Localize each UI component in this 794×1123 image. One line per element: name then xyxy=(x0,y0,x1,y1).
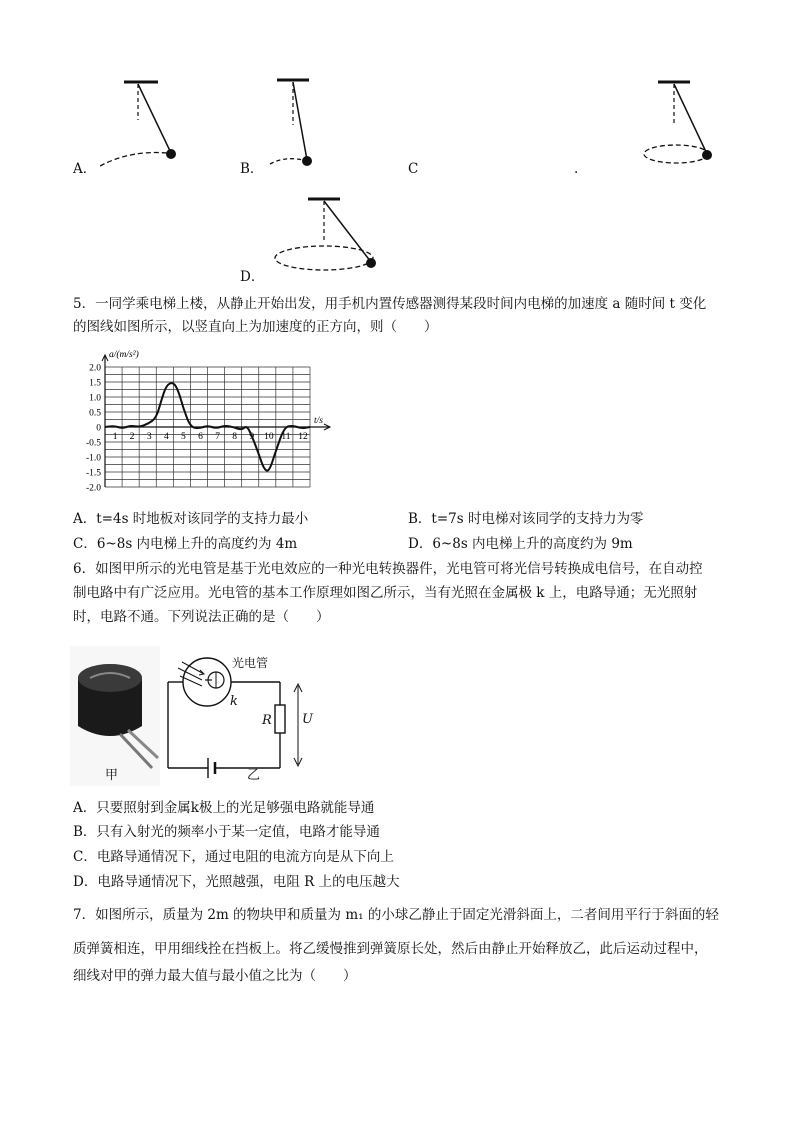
q5-stem-line2: 的图线如图所示，以竖直向上为加速度的正方向，则（ ） xyxy=(73,319,438,335)
y-tick-label: 1.5 xyxy=(89,378,101,389)
q6-stem-line1: 6．如图甲所示的光电管是基于光电效应的一种光电转换器件，光电管可将光信号转换成电信号，在自动控 xyxy=(73,561,703,577)
q6-stem-line3: 时，电路不通。下列说法正确的是（ ） xyxy=(73,609,330,625)
q6-stem-line2: 制电路中有广泛应用。光电管的基本工作原理如图乙所示，当有光照在金属极 k 上，电路导通；无光照射 xyxy=(73,585,698,601)
y-tick-label: 2.0 xyxy=(89,363,101,374)
x-tick-label: 5 xyxy=(181,432,186,442)
x-tick-label: 9 xyxy=(249,432,255,442)
x-tick-label: 3 xyxy=(146,432,152,442)
figure-jia-label: 甲 xyxy=(105,768,119,783)
q5-option-d[interactable]: D．6~8s 内电梯上升的高度约为 9m xyxy=(408,536,633,552)
voltage-u-label: U xyxy=(302,712,313,727)
x-tick-label: 1 xyxy=(112,432,118,442)
x-tick-label: 7 xyxy=(215,432,220,442)
option-b-label: B． xyxy=(240,161,264,177)
q6-option-b[interactable]: B．只有入射光的频率小于某一定值，电路才能导通 xyxy=(73,824,380,840)
option-c-label: C xyxy=(408,161,419,177)
option-c-dot: . xyxy=(574,161,579,177)
pendulum-figure-a xyxy=(100,70,200,180)
q7-stem-line2: 质弹簧相连，甲用细线拴在挡板上。将乙缓慢推到弹簧原长处，然后由静止开始释放乙，此后运动过程中， xyxy=(73,941,708,957)
figure-yi-label: 乙 xyxy=(247,768,261,783)
y-tick-label: -1.5 xyxy=(85,468,101,479)
q5-option-b[interactable]: B．t=7s 时电梯对该同学的支持力为零 xyxy=(408,511,644,527)
option-a-label: A． xyxy=(73,161,97,177)
q6-option-c[interactable]: C．电路导通情况下，通过电阻的电流方向是从下向上 xyxy=(73,849,394,865)
y-tick-label: 0.5 xyxy=(89,408,101,419)
q6-option-a[interactable]: A．只要照射到金属k极上的光足够强电路就能导通 xyxy=(73,800,375,816)
pendulum-figure-b xyxy=(265,70,325,180)
x-tick-label: 12 xyxy=(298,432,308,442)
x-tick-label: 8 xyxy=(232,432,238,442)
y-tick-label: -0.5 xyxy=(85,438,101,449)
y-tick-label: 1.0 xyxy=(89,393,101,404)
y-tick-label: 0 xyxy=(96,423,101,434)
resistor-r-label: R xyxy=(262,713,272,728)
phototube-label: 光电管 xyxy=(232,656,269,670)
q7-stem-line3: 细线对甲的弹力最大值与最小值之比为（ ） xyxy=(73,968,357,984)
cathode-k-label: k xyxy=(230,694,238,709)
x-tick-label: 6 xyxy=(198,432,203,442)
q5-option-c[interactable]: C．6~8s 内电梯上升的高度约为 4m xyxy=(73,536,298,552)
x-tick-label: 4 xyxy=(163,432,169,442)
q5-option-a[interactable]: A．t=4s 时地板对该同学的支持力最小 xyxy=(73,511,309,527)
y-tick-label: -1.0 xyxy=(85,453,101,464)
q7-stem-line1: 7．如图所示，质量为 2m 的物块甲和质量为 m₁ 的小球乙静止于固定光滑斜面上，二者间用平行于斜面的轻 xyxy=(73,907,719,923)
pendulum-figure-d xyxy=(270,190,390,275)
y-axis-label: a/(m/s²) xyxy=(109,350,139,360)
q5-stem-line1: 5．一同学乘电梯上楼，从静止开始出发，用手机内置传感器测得某段时间内电梯的加速度 a 随时间 t 变化 xyxy=(73,296,707,312)
x-tick-label: 11 xyxy=(281,432,291,442)
pendulum-figure-c xyxy=(640,72,720,172)
x-axis-label: t/s xyxy=(314,416,323,426)
x-tick-label: 2 xyxy=(129,432,135,442)
y-tick-label: -2.0 xyxy=(85,483,101,494)
acceleration-time-chart xyxy=(70,345,350,505)
q6-option-d[interactable]: D．电路导通情况下，光照越强，电阻 R 上的电压越大 xyxy=(73,874,400,890)
x-tick-label: 10 xyxy=(264,432,274,442)
option-d-label: D． xyxy=(240,269,265,285)
